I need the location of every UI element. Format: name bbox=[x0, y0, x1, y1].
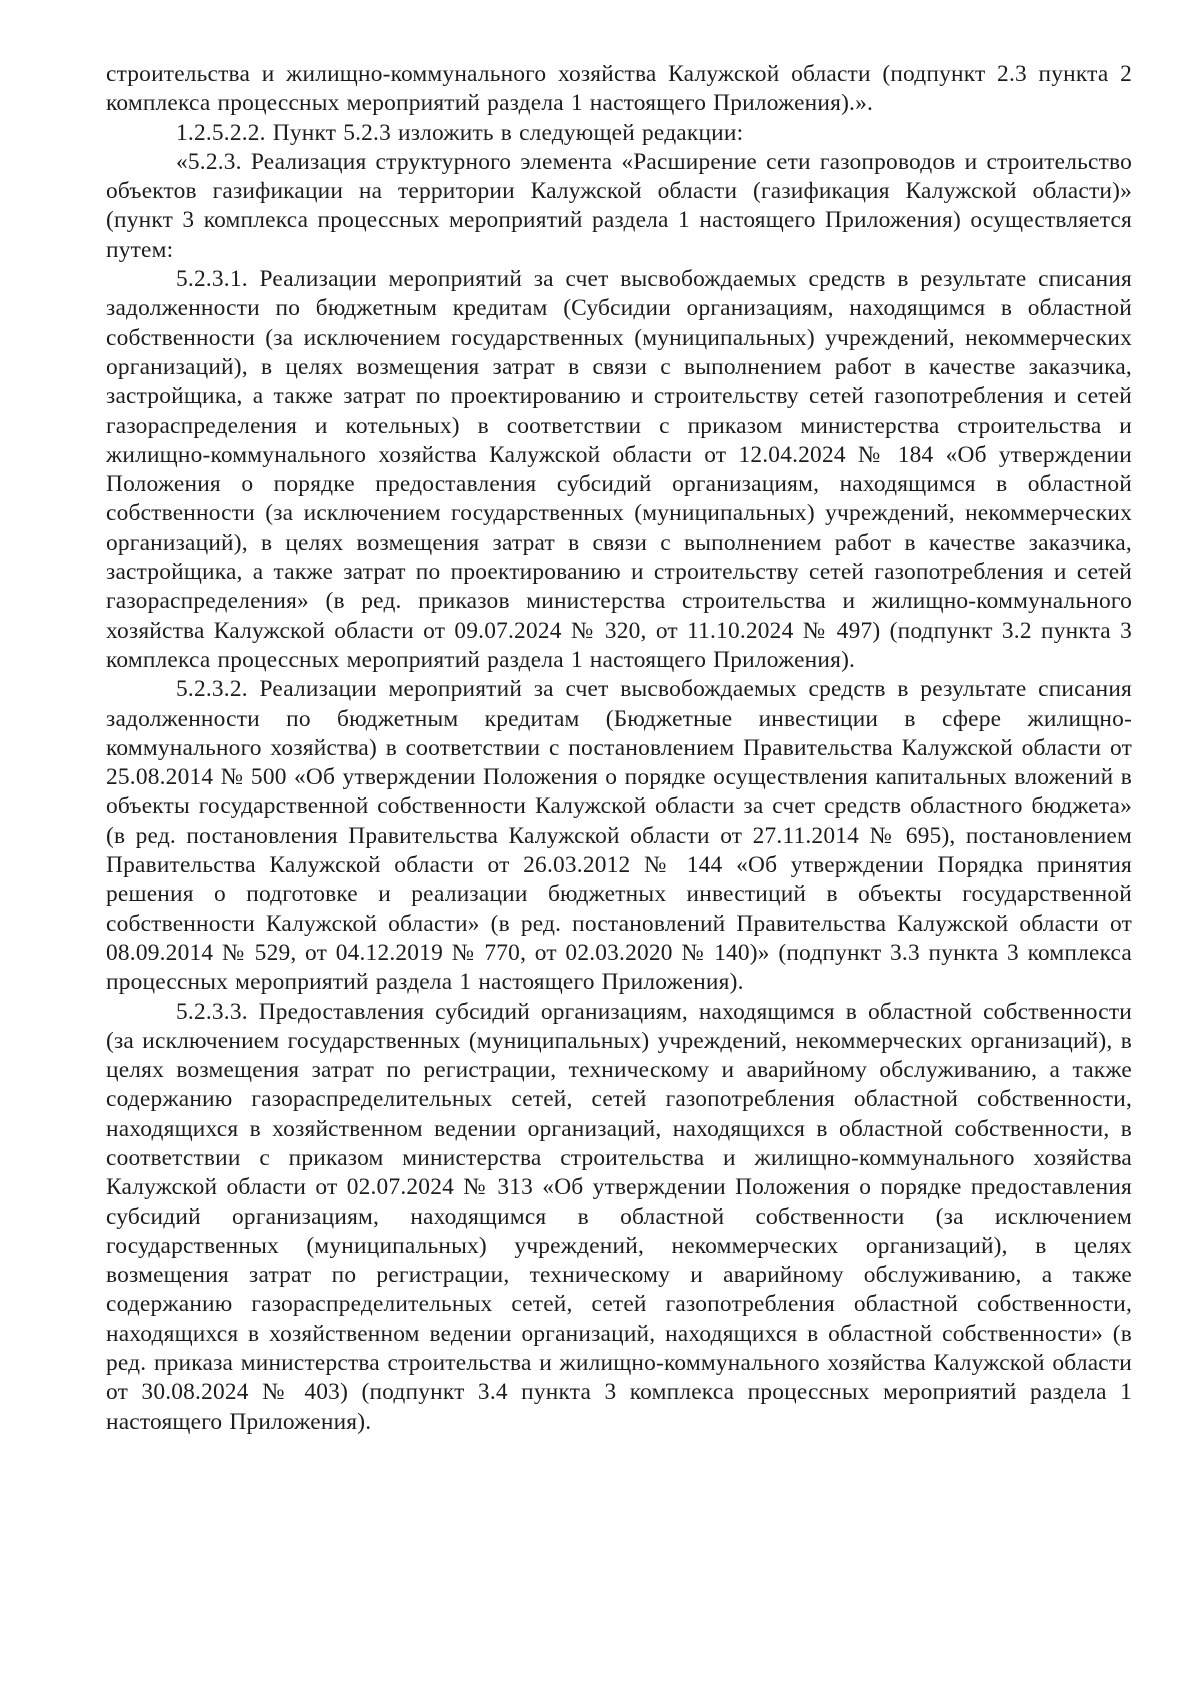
paragraph-5-2-3: «5.2.3. Реализация структурного элемента «Расширение сети газопроводов и строительство объектов газификации на территории Калужской области (газификация Калужской области)» (пункт 3 комплекса процессных мероприятий раздела 1 настоящего Приложения) осуществляется путем: bbox=[106, 148, 1132, 263]
document-body bbox=[106, 60, 1132, 1437]
paragraph-continuation: строительства и жилищно-коммунального хозяйства Калужской области (подпункт 2.3 пункта 2 комплекса процессных мероприятий раздела 1 настоящего Приложения).». bbox=[106, 61, 1132, 117]
paragraph-5-2-3-2: 5.2.3.2. Реализации мероприятий за счет высвобождаемых средств в результате списания задолженности по бюджетным кредитам (Бюджетные инвестиции в сфере жилищно-коммунального хозяйства) в соответствии с постановлением Правительства Калужской области от 25.08.2014 № 500 «Об утверждении Положения о порядке осуществления капитальных вложений в объекты государственной собственности Калужской области за счет средств областного бюджета» (в ред. постановления Правительства Калужской области от 27.11.2014 № 695), постановлением Правительства Калужской области от 26.03.2012 № 144 «Об утверждении Порядка принятия решения о подготовке и реализации бюджетных инвестиций в объекты государственной собственности Калужской области» (в ред. постановлений Правительства Калужской области от 08.09.2014 № 529, от 04.12.2019 № 770, от 02.03.2020 № 140)» (подпункт 3.3 пункта 3 комплекса процессных мероприятий раздела 1 настоящего Приложения). bbox=[106, 676, 1132, 996]
paragraph-5-2-3-1: 5.2.3.1. Реализации мероприятий за счет высвобождаемых средств в результате списания задолженности по бюджетным кредитам (Субсидии организациям, находящимся в областной собственности (за исключением государственных (муниципальных) учреждений, некоммерческих организаций), в целях возмещения затрат в связи с выполнением работ в качестве заказчика, застройщика, а также затрат по проектированию и строительству сетей газопотребления и сетей газораспределения и котельных) в соответствии с приказом министерства строительства и жилищно-коммунального хозяйства Калужской области от 12.04.2024 № 184 «Об утверждении Положения о порядке предоставления субсидий организациям, находящимся в областной собственности (за исключением государственных (муниципальных) учреждений, некоммерческих организаций), в целях возмещения затрат в связи с выполнением работ в качестве заказчика, застройщика, а также затрат по проектированию и строительству сетей газопотребления и сетей газораспределения» (в ред. приказов министерства строительства и жилищно-коммунального хозяйства Калужской области от 09.07.2024 № 320, от 11.10.2024 № 497) (подпункт 3.2 пункта 3 комплекса процессных мероприятий раздела 1 настоящего Приложения). bbox=[106, 266, 1132, 673]
paragraph-5-2-3-3: 5.2.3.3. Предоставления субсидий организациям, находящимся в областной собственности (за исключением государственных (муниципальных) учреждений, некоммерческих организаций), в целях возмещения затрат по регистрации, техническому и аварийному обслуживанию, а также содержанию газораспределительных сетей, сетей газопотребления областной собственности, находящихся в хозяйственном ведении организаций, находящихся в областной собственности, в соответствии с приказом министерства строительства и жилищно-коммунального хозяйства Калужской области от 02.07.2024 № 313 «Об утверждении Положения о порядке предоставления субсидий организациям, находящимся в областной собственности (за исключением государственных (муниципальных) учреждений, некоммерческих организаций), в целях возмещения затрат по регистрации, техническому и аварийному обслуживанию, а также содержанию газораспределительных сетей, сетей газопотребления областной собственности, находящихся в хозяйственном ведении организаций, находящихся в областной собственности» (в ред. приказа министерства строительства и жилищно-коммунального хозяйства Калужской области от 30.08.2024 № 403) (подпункт 3.4 пункта 3 комплекса процессных мероприятий раздела 1 настоящего Приложения). bbox=[106, 998, 1132, 1435]
paragraph-1-2-5-2-2: 1.2.5.2.2. Пункт 5.2.3 изложить в следующей редакции: bbox=[176, 119, 744, 146]
